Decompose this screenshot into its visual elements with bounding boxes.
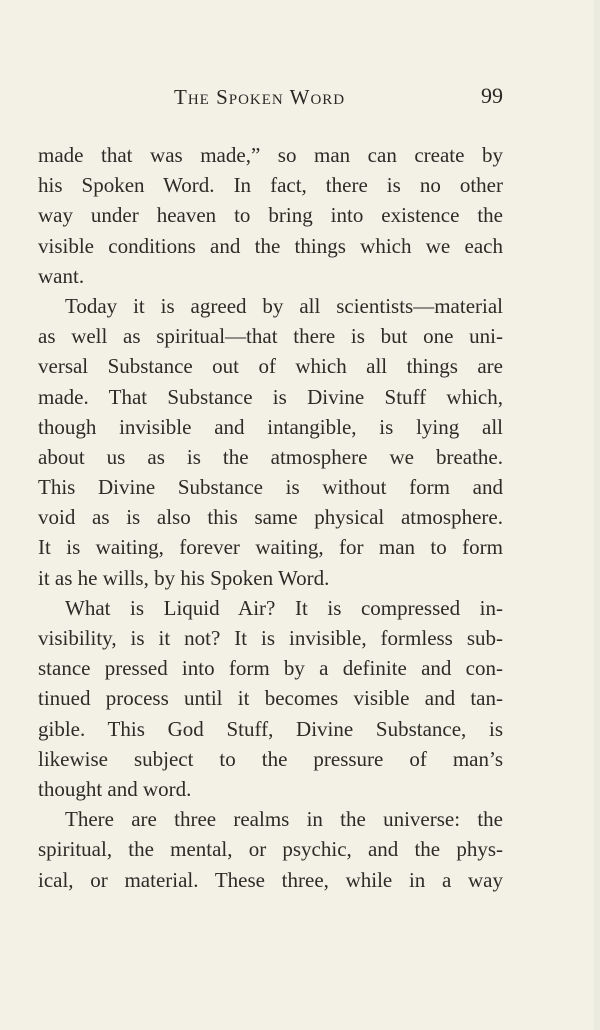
text-line: versal Substance out of which all things are: [38, 354, 503, 379]
text-line: stance pressed into form by a definite and con-: [38, 656, 503, 681]
text-line: thought and word.: [38, 776, 192, 801]
paragraph-first-line: What is Liquid Air? It is compressed in-: [65, 595, 503, 620]
text-line: gible. This God Stuff, Divine Substance, is: [38, 716, 503, 741]
text-line: tinued process until it becomes visible and tan-: [38, 686, 503, 711]
page-number: 99: [481, 83, 503, 108]
running-head: [38, 83, 503, 113]
text-line: want.: [38, 263, 85, 288]
text-line: as well as spiritual—that there is but one uni-: [38, 324, 503, 349]
text-line: spiritual, the mental, or psychic, and the phys-: [38, 837, 503, 862]
paragraph-first-line: Today it is agreed by all scientists—material: [65, 293, 503, 318]
text-line: likewise subject to the pressure of man’s: [38, 746, 503, 771]
text-line: void as is also this same physical atmosphere.: [38, 505, 503, 530]
body-text: [38, 140, 503, 895]
text-line: It is waiting, forever waiting, for man to form: [38, 535, 503, 560]
paragraph-first-line: There are three realms in the universe: the: [65, 807, 503, 832]
text-line: though invisible and intangible, is lying all: [38, 414, 503, 439]
text-line: about us as is the atmosphere we breathe.: [38, 444, 503, 469]
text-line: made that was made,” so man can create by: [38, 143, 503, 167]
text-line: ical, or material. These three, while in a way: [38, 867, 503, 892]
text-line: visible conditions and the things which we each: [38, 233, 503, 258]
running-title: The Spoken Word: [174, 85, 346, 109]
page-edge: [594, 0, 600, 1030]
text-line: visibility, is it not? It is invisible, formless sub-: [38, 626, 503, 650]
text-line: it as he wills, by his Spoken Word.: [38, 565, 330, 590]
text-line: This Divine Substance is without form and: [38, 475, 503, 500]
text-line: his Spoken Word. In fact, there is no other: [38, 173, 503, 198]
text-line: way under heaven to bring into existence the: [38, 203, 503, 228]
text-line: made. That Substance is Divine Stuff which,: [38, 384, 503, 409]
